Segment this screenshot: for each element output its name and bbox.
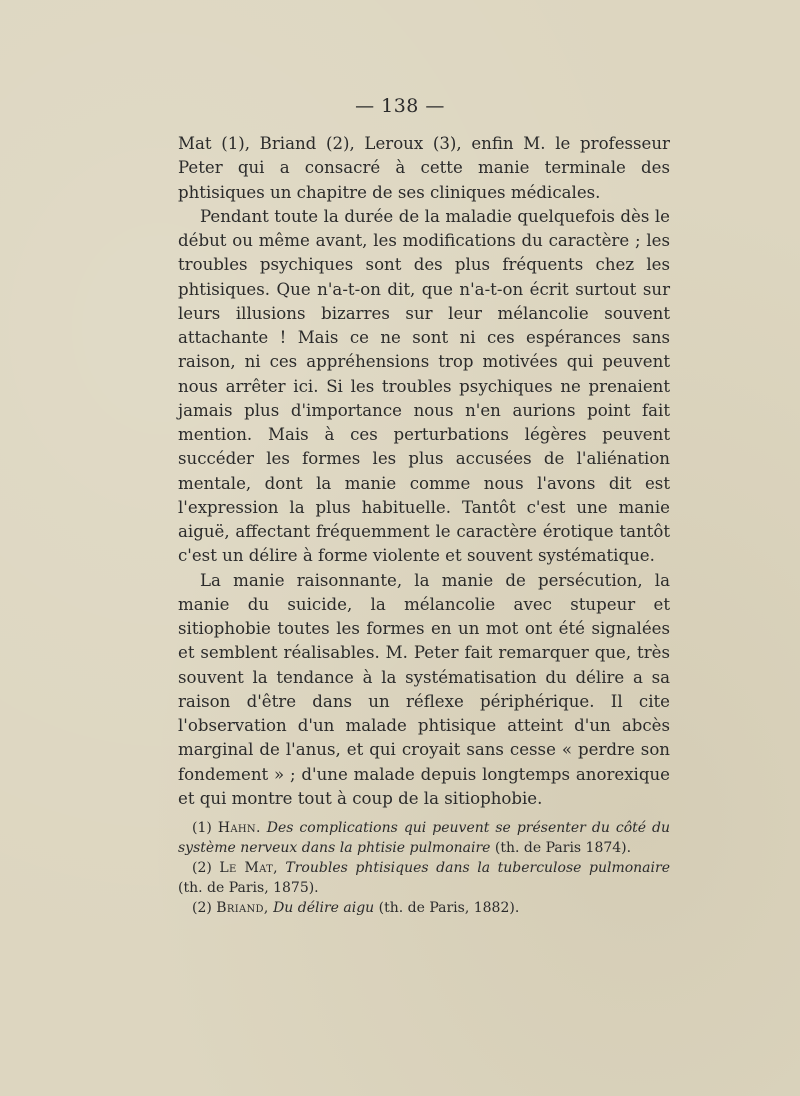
footnote [178, 818, 670, 858]
footnote-title: Des complications qui peuvent se présenter du côté du système nerveux dans la phtisie pulmonaire [178, 820, 671, 856]
footnote-title: Du délire aigu [273, 900, 375, 916]
footnote-source: (th. de Paris 1874). [494, 840, 632, 856]
footnote-author: Le Mat, [219, 860, 278, 876]
footnote [178, 858, 670, 898]
paragraph: La manie raisonnante, la manie de persécution, la manie du suicide, la mélancolie avec stupeur et sitiophobie toutes les formes en un mot ont été signalées et semblent réalisables. M. Peter fait remarquer que, très souvent la tendance à la systématisation du délire a sa raison d'être dans un réflexe périphérique. Il cite l'observation d'un malade phtisique atteint d'un abcès marginal de l'anus, et qui croyait sans cesse « perdre son fondement » ; d'une malade depuis longtemps anorexique et qui montre tout à coup de la sitiophobie. [178, 570, 670, 808]
footnote-marker: (2) [192, 860, 212, 876]
paragraph: Pendant toute la durée de la maladie quelquefois dès le début ou même avant, les modifications du caractère ; les troubles psychiques sont des plus fréquents chez les phtisiques. Que n'a-t-on dit, que n'a-t-on écrit surtout sur leurs illusions bizarres sur leur mélancolie souvent attachante ! Mais ce ne sont ni ces espérances sans raison, ni ces appréhensions trop motivées qui peuvent nous arrêter ici. Si les troubles psychiques ne prenaient jamais plus d'importance nous n'en aurions point fait mention. Mais à ces perturbations légères peuvent succéder les formes les plus accusées de l'aliénation mentale, dont la manie comme nous l'avons dit est l'expression la plus habituelle. Tantôt c'est une manie aiguë, affectant fréquemment le caractère érotique tantôt c'est un délire à forme violente et souvent systématique. [178, 206, 670, 566]
footnote-author: Briand, [216, 900, 269, 916]
footnote-source: (th. de Paris, 1882). [378, 900, 520, 916]
footnote-source: (th. de Paris, 1875). [178, 880, 319, 896]
footnote-author: Hahn. [217, 820, 261, 836]
footnote-title: Troubles phtisiques dans la tuberculose pulmonaire [285, 860, 670, 876]
footnotes [178, 818, 670, 918]
footnote-marker: (1) [192, 820, 212, 836]
footnote [178, 898, 670, 918]
paragraph: Mat (1), Briand (2), Leroux (3), enfin M. le professeur Peter qui a consacré à cette manie terminale des phtisiques un chapitre de ses cliniques médicales. [178, 134, 670, 202]
footnote-marker: (2) [192, 900, 212, 916]
page-number: — 138 — [355, 95, 445, 117]
body-text [178, 132, 670, 811]
